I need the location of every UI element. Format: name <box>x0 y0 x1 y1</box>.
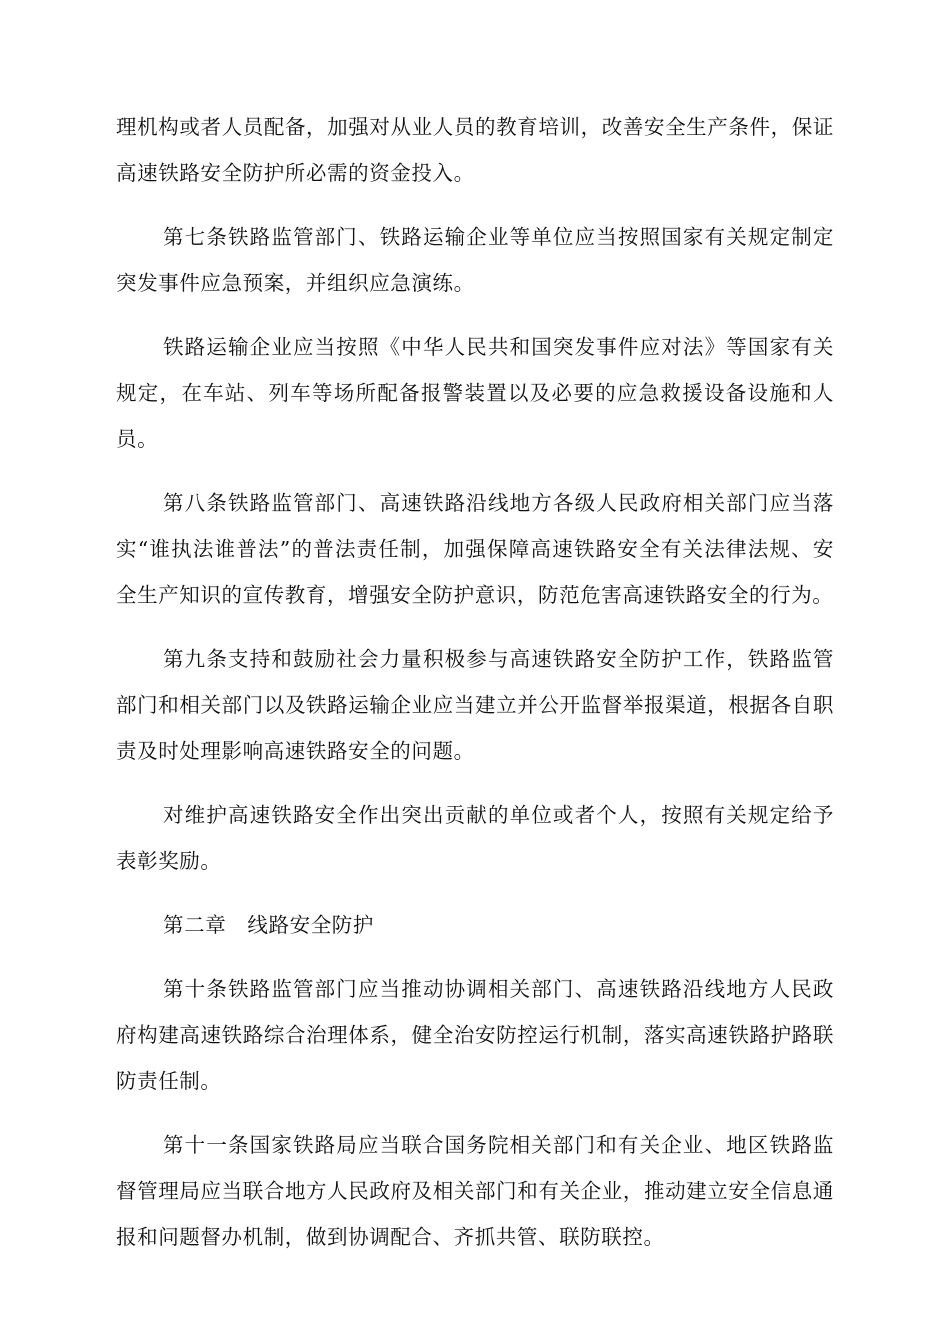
paragraph-article-9: 第九条支持和鼓励社会力量积极参与高速铁路安全防护工作，铁路监管部门和相关部门以及铁路运输企业应当建立并公开监督举报渠道，根据各自职责及时处理影响高速铁路安全的问题。 <box>116 647 834 763</box>
paragraph-article-11: 第十一条国家铁路局应当联合国务院相关部门和有关企业、地区铁路监督管理局应当联合地方人民政府及相关部门和有关企业，推动建立安全信息通报和问题督办机制，做到协调配合、齐抓共管、联防联控。 <box>116 1133 834 1249</box>
paragraph-article-9-clause-2: 对维护高速铁路安全作出突出贡献的单位或者个人，按照有关规定给予表彰奖励。 <box>116 803 834 873</box>
paragraph-article-8: 第八条铁路监管部门、高速铁路沿线地方各级人民政府相关部门应当落实“谁执法谁普法”的普法责任制，加强保障高速铁路安全有关法律法规、安全生产知识的宣传教育，增强安全防护意识，防范危害高速铁路安全的行为。 <box>116 491 834 607</box>
paragraph-article-10: 第十条铁路监管部门应当推动协调相关部门、高速铁路沿线地方人民政府构建高速铁路综合治理体系，健全治安防控运行机制，落实高速铁路护路联防责任制。 <box>116 977 834 1093</box>
document-body <box>116 104 834 1260</box>
paragraph-continuation: 理机构或者人员配备，加强对从业人员的教育培训，改善安全生产条件，保证高速铁路安全防护所必需的资金投入。 <box>116 115 834 185</box>
paragraph-article-7: 第七条铁路监管部门、铁路运输企业等单位应当按照国家有关规定制定突发事件应急预案，并组织应急演练。 <box>116 225 834 295</box>
paragraph-article-7-clause-2: 铁路运输企业应当按照《中华人民共和国突发事件应对法》等国家有关规定，在车站、列车等场所配备报警装置以及必要的应急救援设备设施和人员。 <box>116 335 834 451</box>
chapter-heading: 第二章 线路安全防护 <box>163 913 374 937</box>
